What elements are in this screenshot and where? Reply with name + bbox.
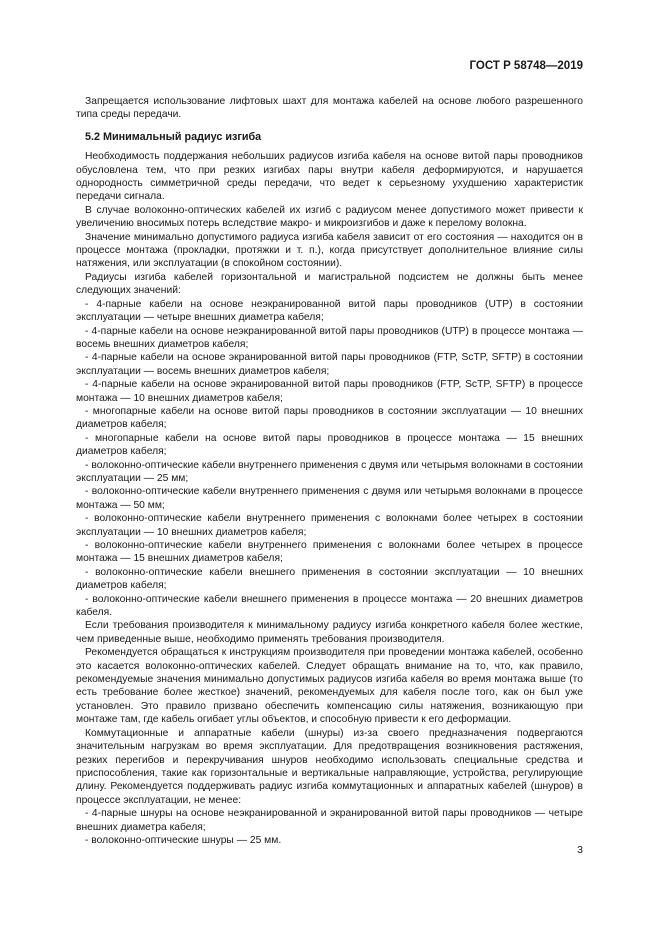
list-item: - 4-парные кабели на основе неэкранированной витой пары проводников (UTP) в процессе монтажа — восемь внешних диаметров кабеля; — [76, 325, 583, 350]
document-code: ГОСТ Р 58748—2019 — [469, 60, 583, 72]
section-heading: 5.2 Минимальный радиус изгиба — [85, 130, 262, 143]
list-item: - волоконно-оптические кабели внешнего применения в процессе монтажа — 20 внешних диаметров кабеля. — [76, 593, 583, 619]
intro-paragraph: Запрещается использование лифтовых шахт для монтажа кабелей на основе любого разрешенного типа среды передачи. — [76, 96, 583, 121]
list-item: - волоконно-оптические кабели внутреннего применения с волокнами более четырех в состоянии эксплуатации — 10 внешних диаметров кабеля; — [76, 513, 583, 538]
list-item: - волоконно-оптические шнуры — 25 мм. — [85, 834, 282, 846]
list-item: - 4-парные шнуры на основе неэкранированной и экранированной витой пары проводников — четыре внешних диаметра кабеля; — [76, 808, 583, 833]
paragraph: Коммутационные и аппаратные кабели (шнуры) из-за своего предназначения подвергаются значительным нагрузкам во время эксплуатации. Для предотвращения возникновения растяжения, резких перегибов и перекручивания шнуров необходимо использовать специальные средства и приспособления, такие как горизонтальные и вертикальные направляющие, устройства, регулирующие длину. Рекомендуется поддерживать радиус изгиба коммутационных и аппаратных кабелей (шнуров) в процессе эксплуатации, не менее: — [76, 727, 583, 806]
paragraphs-a — [76, 150, 583, 297]
paragraph: Рекомендуется обращаться к инструкциям производителя при проведении монтажа кабелей, особенно это касается волоконно-оптических кабелей. Следует обращать внимание на то, что, как правило, рекомендуемые значения минимально допустимых радиусов изгиба кабеля во время монтажа выше (то есть требование более жесткое) значений, рекомендуемых для кабеля после того, как он был уже установлен. Это правило призвано обеспечить компенсацию силы натяжения, возникающую при монтаже там, где кабель огибает углы объектов, и способную привести к его деформации. — [76, 647, 583, 726]
bend-radius-list — [76, 298, 583, 620]
list-item: - волоконно-оптические кабели внешнего применения в состоянии эксплуатации — 10 внешних диаметров кабеля; — [76, 566, 583, 592]
paragraph: Если требования производителя к минимальному радиусу изгиба конкретного кабеля более жесткие, чем приведенные выше, необходимо применять требования производителя. — [76, 620, 583, 645]
list-item: - волоконно-оптические кабели внутреннего применения с двумя или четырьмя волокнами в процессе монтажа — 50 мм; — [76, 486, 583, 511]
paragraph: Необходимость поддержания небольших радиусов изгиба кабеля на основе витой пары проводников обусловлена тем, что при резких изгибах пары внутри кабеля деформируются, и нарушается однородность симметричной среды передачи, что ведет к серьезному ухудшению характеристик передачи сигнала. — [76, 151, 583, 203]
list-item: - волоконно-оптические кабели внутреннего применения с волокнами более четырех в процессе монтажа — 15 внешних диаметров кабеля; — [76, 540, 583, 565]
list-item: - многопарные кабели на основе витой пары проводников в состоянии эксплуатации — 10 внешних диаметров кабеля; — [76, 405, 583, 431]
list-item: - волоконно-оптические кабели внутреннего применения с двумя или четырьмя волокнами в состоянии эксплуатации — 25 мм; — [76, 459, 583, 484]
paragraph: Радиусы изгиба кабелей горизонтальной и магистральной подсистем не должны быть менее следующих значений: — [76, 271, 583, 297]
list-item: - 4-парные кабели на основе экранированной витой пары проводников (FTP, ScTP, SFTP) в процессе монтажа — 10 внешних диаметров кабеля; — [76, 379, 583, 404]
cord-bend-radius-list — [76, 807, 583, 847]
page-number: 3 — [577, 844, 583, 856]
paragraph: Значение минимально допустимого радиуса изгиба кабеля зависит от его состояния — находится он в процессе монтажа (прокладки, протяжки и т. п.), когда присутствует дополнительное влияние силы натяжения, или эксплуатации (в спокойном состоянии). — [76, 231, 583, 270]
list-item: - 4-парные кабели на основе неэкранированной витой пары проводников (UTP) в состоянии эксплуатации — четыре внешних диаметра кабеля; — [76, 298, 583, 324]
page-content — [76, 95, 583, 847]
list-item: - многопарные кабели на основе витой пары проводников в процессе монтажа — 15 внешних диаметров кабеля; — [76, 432, 583, 458]
paragraph: В случае волоконно-оптических кабелей их изгиб с радиусом менее допустимого может привести к увеличению вносимых потерь вследствие макро- и микроизгибов и даже к перелому волокна. — [76, 204, 583, 230]
paragraphs-b — [76, 619, 583, 807]
list-item: - 4-парные кабели на основе экранированной витой пары проводников (FTP, ScTP, SFTP) в состоянии эксплуатации — восемь внешних диаметров кабеля; — [76, 352, 583, 377]
